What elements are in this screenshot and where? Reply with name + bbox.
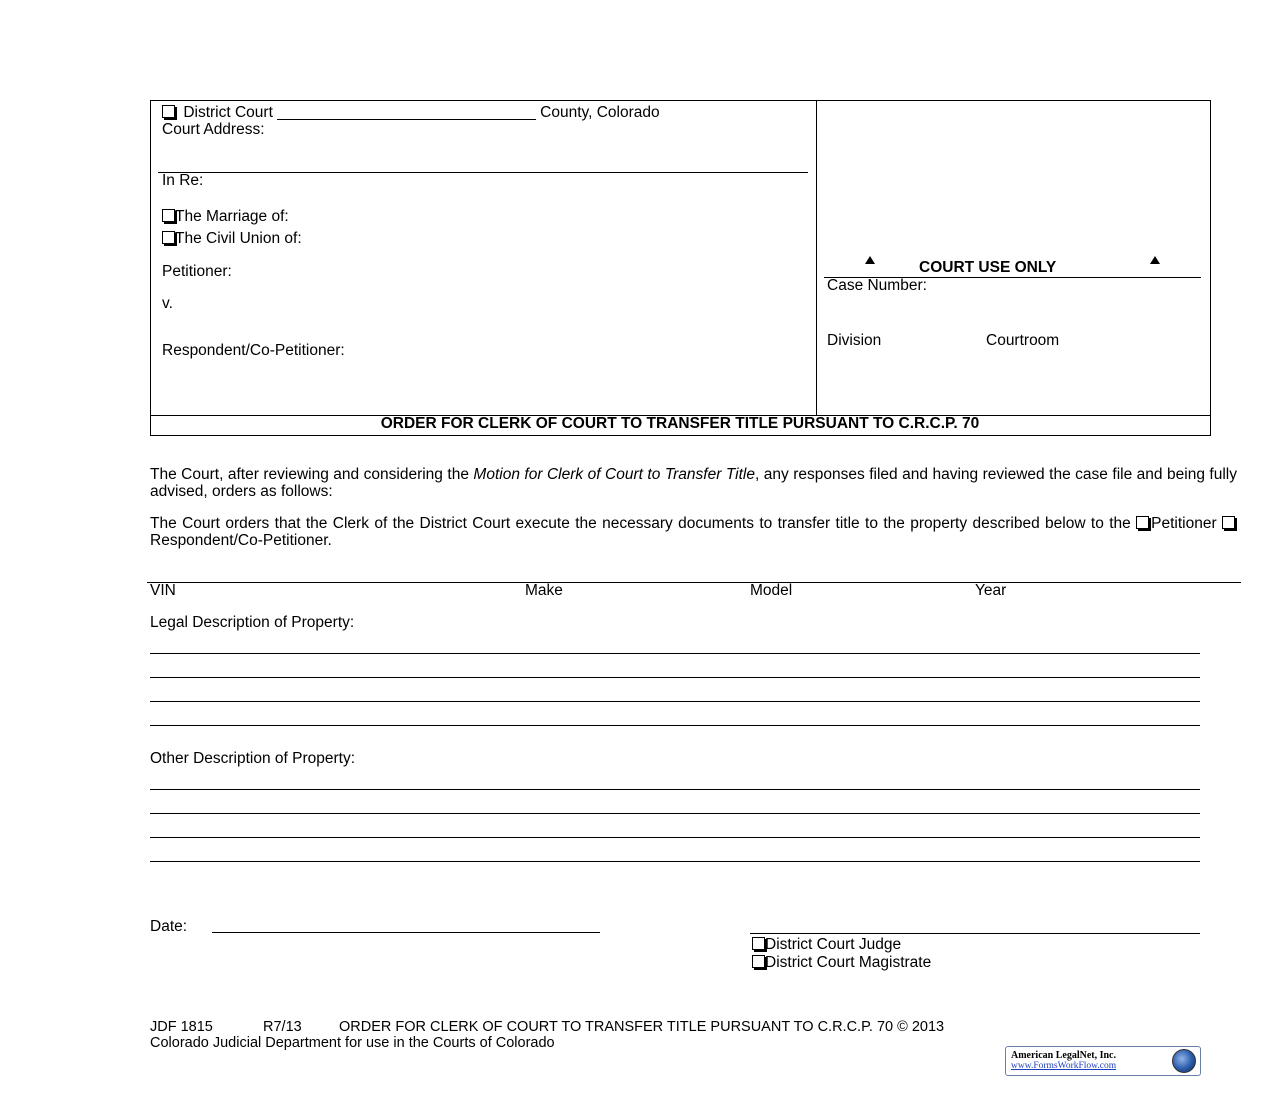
petitioner-label: Petitioner: [162, 263, 232, 280]
versus-label: v. [162, 295, 173, 312]
other-line-2[interactable] [150, 813, 1200, 814]
footer-form-number: JDF 1815 [150, 1019, 213, 1035]
other-line-4[interactable] [150, 861, 1200, 862]
district-court-label: District Court [183, 104, 273, 121]
order-paragraph [150, 515, 1237, 549]
intro-text-b: , any responses filed and having reviewed the case file and being fully advised, orders as follows: [150, 466, 1237, 500]
signature-line[interactable] [750, 933, 1200, 934]
motion-title: Motion for Clerk of Court to Transfer Title [473, 466, 755, 483]
legal-description-label: Legal Description of Property: [150, 614, 355, 631]
legal-line-2[interactable] [150, 677, 1200, 678]
judge-checkbox[interactable] [752, 937, 765, 950]
county-colorado-label: County, Colorado [540, 104, 660, 121]
judge-label: District Court Judge [765, 936, 902, 953]
legal-line-1[interactable] [150, 653, 1200, 654]
footer-revision: R7/13 [263, 1019, 302, 1035]
arrow-up-icon [1150, 256, 1160, 264]
in-re-label: In Re: [162, 172, 204, 189]
district-court-checkbox[interactable] [162, 105, 175, 118]
model-label: Model [750, 582, 793, 599]
civil-union-label: The Civil Union of: [175, 230, 302, 247]
logo-url[interactable]: www.FormsWorkFlow.com [1011, 1061, 1117, 1071]
order-text: The Court orders that the Clerk of the District Court execute the necessary documents to transfer title to the property described below to the [150, 515, 1137, 532]
court-use-only-title: COURT USE ONLY [919, 259, 1057, 276]
court-address-label: Court Address: [162, 121, 265, 138]
logo-company: American LegalNet, Inc. [1011, 1050, 1116, 1061]
respondent-checkbox[interactable] [1222, 516, 1235, 529]
other-line-1[interactable] [150, 789, 1200, 790]
globe-icon [1172, 1049, 1196, 1073]
marriage-checkbox[interactable] [162, 209, 175, 222]
division-label: Division [827, 332, 882, 349]
petitioner-checkbox[interactable] [1136, 516, 1149, 529]
address-divider [158, 172, 808, 173]
other-description-label: Other Description of Property: [150, 750, 356, 767]
year-label: Year [975, 582, 1007, 599]
magistrate-option [752, 954, 931, 972]
footer-department: Colorado Judicial Department for use in the Courts of Colorado [150, 1035, 555, 1051]
date-label: Date: [150, 918, 188, 935]
civil-union-option [162, 230, 302, 248]
caption-divider [816, 100, 817, 415]
vehicle-top-line [147, 582, 1241, 583]
marriage-label: The Marriage of: [175, 208, 289, 225]
intro-text-a: The Court, after reviewing and considering the [150, 466, 474, 483]
intro-paragraph [150, 466, 1237, 500]
date-line[interactable] [212, 932, 600, 933]
other-line-3[interactable] [150, 837, 1200, 838]
case-number-label: Case Number: [827, 277, 927, 294]
american-legalnet-logo[interactable] [1005, 1046, 1201, 1076]
magistrate-checkbox[interactable] [752, 955, 765, 968]
respondent-label: Respondent/Co-Petitioner: [162, 342, 345, 359]
county-blank[interactable]: ______________________________ [277, 104, 536, 121]
vin-label: VIN [150, 582, 176, 599]
courtroom-label: Courtroom [986, 332, 1060, 349]
footer-title: ORDER FOR CLERK OF COURT TO TRANSFER TITLE PURSUANT TO C.R.C.P. 70 © 2013 [339, 1019, 945, 1035]
magistrate-label: District Court Magistrate [765, 954, 932, 971]
civil-union-checkbox[interactable] [162, 231, 175, 244]
legal-line-4[interactable] [150, 725, 1200, 726]
marriage-option [162, 208, 289, 226]
legal-line-3[interactable] [150, 701, 1200, 702]
respondent-option-label: Respondent/Co-Petitioner. [150, 532, 332, 549]
form-title: ORDER FOR CLERK OF COURT TO TRANSFER TITLE PURSUANT TO C.R.C.P. 70 [380, 415, 980, 432]
arrow-up-icon [865, 256, 875, 264]
district-court-line [162, 104, 660, 122]
judge-option [752, 936, 901, 954]
petitioner-option-label: Petitioner [1151, 515, 1217, 532]
make-label: Make [525, 582, 563, 599]
